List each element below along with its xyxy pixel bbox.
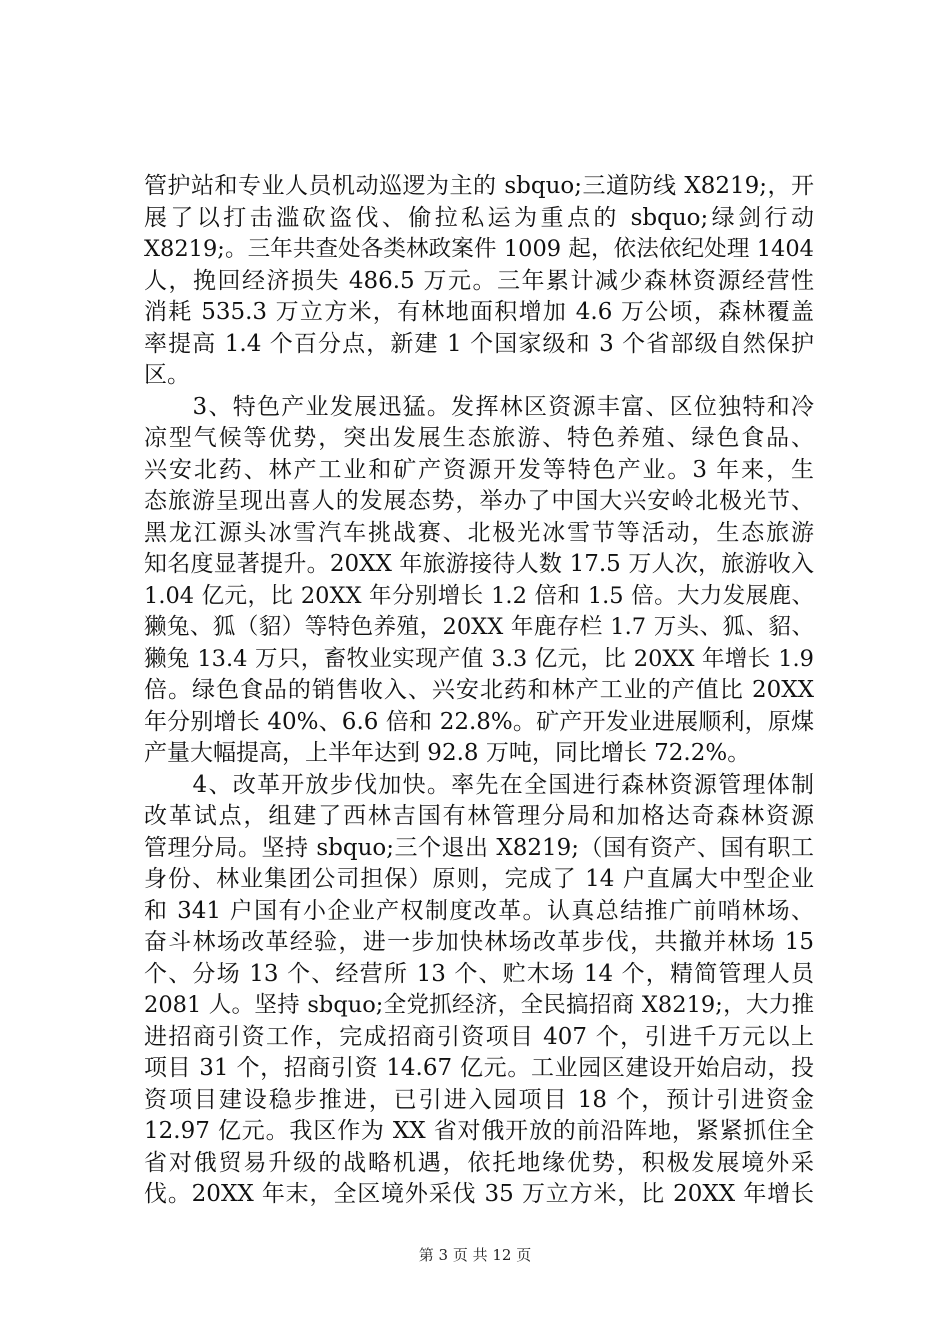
- text-line: 伐。20XX 年末，全区境外采伐 35 万立方米，比 20XX 年增长: [144, 1181, 814, 1207]
- text-line: 倍。绿色食品的销售收入、兴安北药和林产工业的产值比 20XX: [144, 677, 814, 703]
- text-line: 个、分场 13 个、经营所 13 个、贮木场 14 个，精简管理人员: [144, 960, 814, 987]
- page-footer: 第 3 页 共 12 页: [418, 1246, 532, 1264]
- text-line: X8219;。三年共查处各类林政案件 1009 起，依法依纪处理 1404: [144, 236, 814, 262]
- text-line: 黑龙江源头冰雪汽车挑战赛、北极光冰雪节等活动，生态旅游: [144, 519, 814, 546]
- text-line: 进招商引资工作，完成招商引资项目 407 个，引进千万元以上: [144, 1023, 814, 1050]
- text-line: 獭兔、狐（貂）等特色养殖，20XX 年鹿存栏 1.7 万头、狐、貂、: [144, 614, 814, 640]
- text-line: 4、改革开放步伐加快。率先在全国进行森林资源管理体制: [144, 771, 814, 798]
- text-line: 省对俄贸易升级的战略机遇，依托地缘优势，积极发展境外采: [144, 1149, 814, 1176]
- text-line: 管护站和专业人员机动巡逻为主的 sbquo;三道防线 X8219;，开: [144, 173, 814, 199]
- text-line: 知名度显著提升。20XX 年旅游接待人数 17.5 万人次，旅游收入: [144, 551, 814, 577]
- text-line: 率提高 1.4 个百分点，新建 1 个国家级和 3 个省部级自然保护: [144, 330, 814, 357]
- text-line: 和 341 户国有小企业产权制度改革。认真总结推广前哨林场、: [144, 897, 814, 924]
- text-line: 奋斗林场改革经验，进一步加快林场改革步伐，共撤并林场 15: [144, 929, 814, 955]
- text-line: 凉型气候等优势，突出发展生态旅游、特色养殖、绿色食品、: [144, 425, 814, 451]
- text-line: 人，挽回经济损失 486.5 万元。三年累计减少森林资源经营性: [144, 267, 814, 294]
- text-line: 1.04 亿元，比 20XX 年分别增长 1.2 倍和 1.5 倍。大力发展鹿、: [144, 582, 814, 609]
- text-line: 年分别增长 40%、6.6 倍和 22.8%。矿产开发业进展顺利，原煤: [144, 708, 814, 735]
- text-line: 改革试点，组建了西林吉国有林管理分局和加格达奇森林资源: [144, 803, 814, 829]
- text-line: 项目 31 个，招商引资 14.67 亿元。工业园区建设开始启动，投: [144, 1055, 814, 1081]
- text-line: 态旅游呈现出喜人的发展态势，举办了中国大兴安岭北极光节、: [144, 488, 814, 514]
- text-line: 资项目建设稳步推进，已引进入园项目 18 个，预计引进资金: [144, 1086, 814, 1113]
- text-line: 2081 人。坚持 sbquo;全党抓经济，全民搞招商 X8219;，大力推: [144, 992, 814, 1018]
- text-line: 獭兔 13.4 万只，畜牧业实现产值 3.3 亿元，比 20XX 年增长 1.9: [144, 645, 814, 672]
- text-line: 兴安北药、林产工业和矿产资源开发等特色产业。3 年来，生: [144, 456, 814, 483]
- text-line: 产量大幅提高，上半年达到 92.8 万吨，同比增长 72.2%。: [144, 740, 751, 766]
- body-text: [144, 171, 814, 1211]
- text-line: 3、特色产业发展迅猛。发挥林区资源丰富、区位独特和冷: [144, 393, 814, 420]
- text-line: 消耗 535.3 万立方米，有林地面积增加 4.6 万公顷，森林覆盖: [144, 299, 814, 325]
- text-line: 12.97 亿元。我区作为 XX 省对俄开放的前沿阵地，紧紧抓住全: [144, 1118, 814, 1144]
- text-line: 身份、林业集团公司担保）原则，完成了 14 户直属大中型企业: [144, 866, 814, 892]
- text-line: 管理分局。坚持 sbquo;三个退出 X8219;（国有资产、国有职工: [144, 834, 814, 861]
- text-line: 展了以打击滥砍盗伐、偷拉私运为重点的 sbquo;绿剑行动: [144, 204, 814, 231]
- text-line: 区。: [144, 362, 190, 388]
